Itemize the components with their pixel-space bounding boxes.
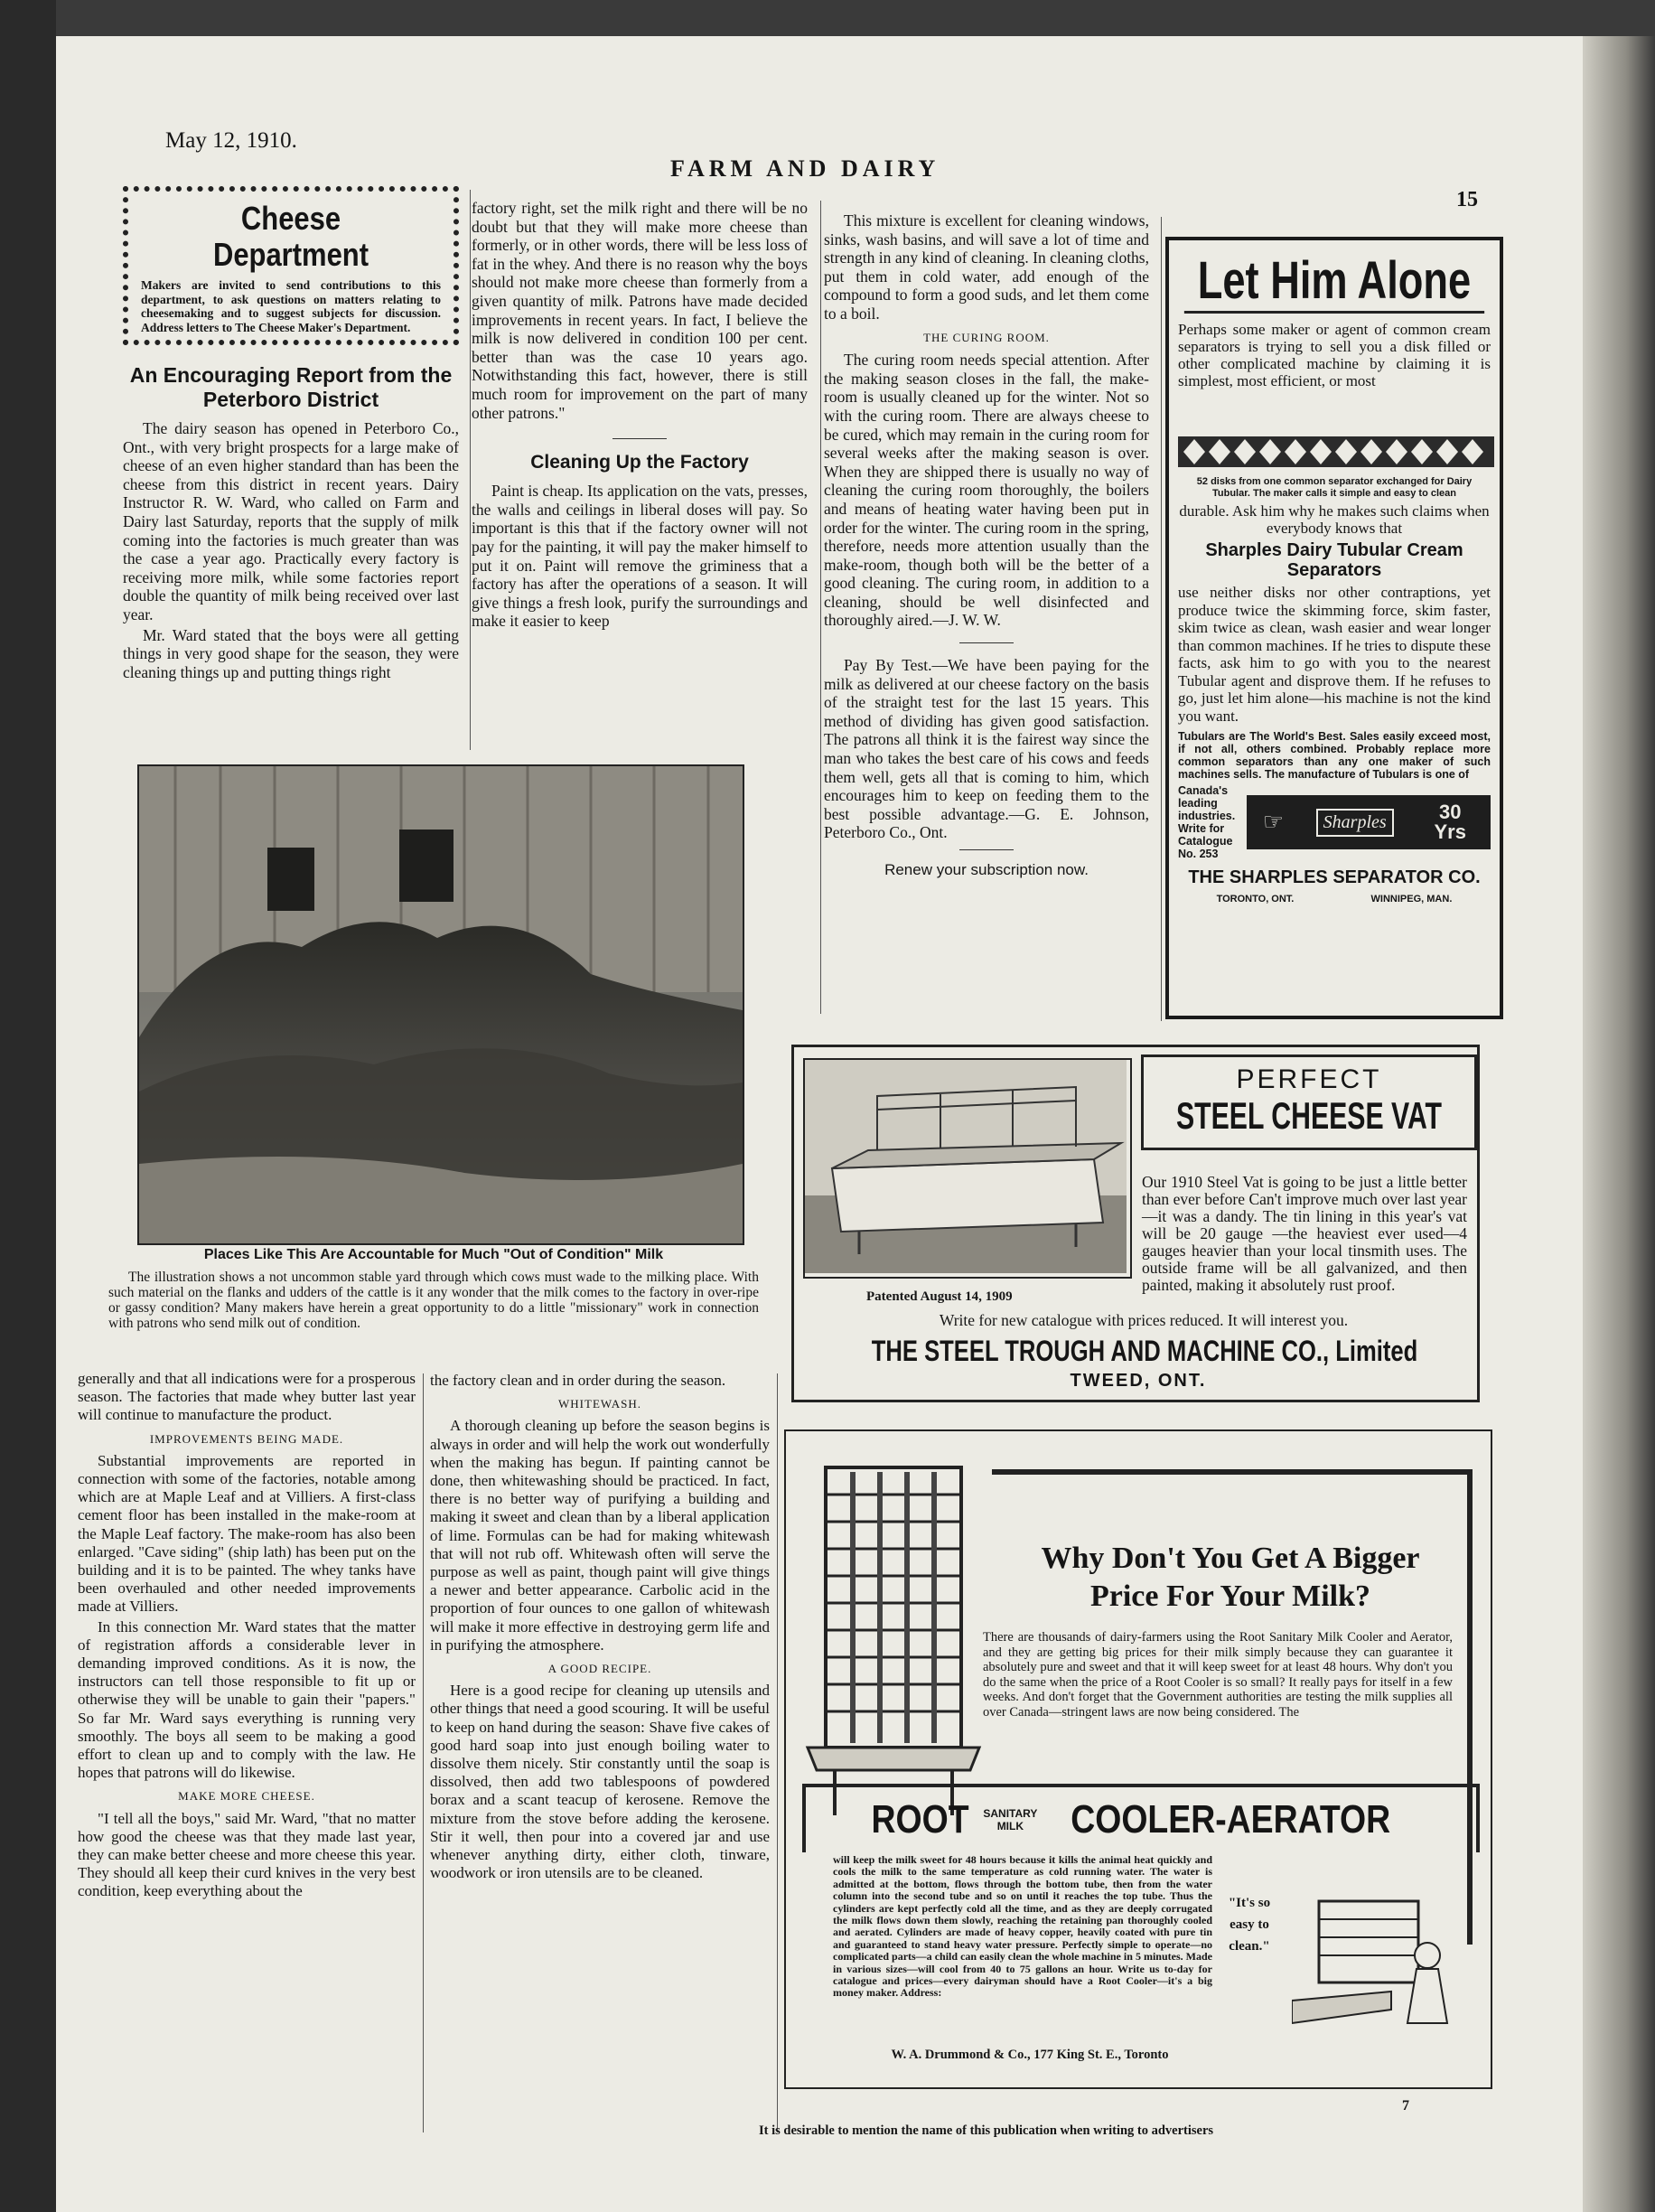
ad-quote: "It's so easy to clean.": [1228, 1896, 1271, 1954]
ad-headline: STEEL CHEESE VAT: [1175, 1094, 1443, 1137]
headline: Cleaning Up the Factory: [530, 452, 749, 473]
subhead: A GOOD RECIPE.: [547, 1662, 652, 1676]
footer-note: It is desirable to mention the name of this publication when writing to advertisers: [759, 2123, 1214, 2138]
masthead-title: FARM AND DAIRY: [670, 155, 940, 182]
ad-small-print: Tubulars are The World's Best. Sales easily exceed most, if not all, others combined. Probably replace more common separators than any one maker of such machines sells. The manufacture of Tubulars is one of: [1178, 730, 1491, 781]
article-encouraging-report: [123, 360, 459, 683]
ad-write-line: Write for new catalogue with prices reduced. It will interest you.: [939, 1311, 1349, 1329]
divider: [612, 438, 667, 439]
subhead: THE CURING ROOM.: [923, 330, 1050, 344]
brand-banner: [802, 1784, 1480, 1852]
caption-title: Places Like This Are Accountable for Much "Out of Condition" Milk: [203, 1247, 664, 1262]
issue-date: May 12, 1910.: [165, 128, 297, 153]
brand-small-word: SANITARY: [983, 1807, 1038, 1820]
paragraph: Mr. Ward stated that the boys were all getting things in very good shape for the season, they were cleaning things up and putting things right: [123, 625, 459, 681]
ad-body: Our 1910 Steel Vat is going to be just a little better than ever before Can't improve much over last year —it was a dandy. The tin lining in this year's vat will be 20 gauge —the heaviest ever used—4 gauges heavier than your local tinsmith uses. The outside frame will be all galvanized, and then painted, making it absolutely rust proof.: [1142, 1173, 1467, 1294]
cheese-vat-illustration: [805, 1060, 1127, 1273]
subhead: MAKE MORE CHEESE.: [178, 1789, 315, 1804]
ad-body: will keep the milk sweet for 48 hours because it kills the animal heat quickly and cools the milk to the same temperature as cold running water. The water is admitted at the bottom, flows through the bottom tube, then from the water column into the second tube and so on until it reaches the top tube. Thus the cylinders are kept perfectly cold all the time, and as they are deeply corrugated the milk flows down them slowly, reaching the retaining pan thoroughly cooled and aerated. Cylinders are made of heavy copper, heavily coated with pure tin and guaranteed to stand heavy water pressure. Perfectly simple to operate—no complicated parts—a child can easily clean the whole machine in 5 minutes. Made in various sizes—will cool from 40 to 75 gallons an hour. Write us to-day for catalogue and prices—every dairyman should have a Root Cooler—it's a big money maker. Address:: [833, 1853, 1212, 2000]
product-name: Sharples Dairy Tubular Cream Separators: [1205, 540, 1463, 580]
subhead: IMPROVEMENTS BEING MADE.: [149, 1431, 344, 1446]
paragraph: The curing room needs special attention. After the making season closes in the fall, the make-room is usually cleaned up for the winter. Not so with the curing room. There are always cheese to be cured, which may remain in the curing room for several weeks after the making season is over. When they are shipped there is usually no way of cleaning the curing room thoroughly, the boilers and means of heating water having been put in order for the winter. The curing room in the spring, therefore, needs more attention usually than the make-room, though both will be the better of a good cleaning. The curing room, in addition to a cleaning, should be well disinfected and thoroughly aired.—J. W. W.: [824, 351, 1149, 630]
city: TORONTO, ONT.: [1216, 894, 1295, 904]
root-cooler-advertisement: [784, 1429, 1492, 2089]
paragraph: Pay By Test.—We have been paying for the milk as delivered at our cheese factory on the basis of the straight test for the last 15 years. This method of dividing has given good satisfaction. The patrons all think it is the fairest way since the man who takes the best care of his cows and feeds them well, gets all that is coming to him, which encourages him to keep on feeding them to the best possible advantage.—G. E. Johnson, Peterboro Co., Ont.: [824, 656, 1149, 842]
cooler-illustration: [799, 1458, 997, 1820]
badge-row: [1178, 784, 1491, 860]
cheese-department-notice: Makers are invited to send contributions to this department, to ask questions on matters relating to cheesemaking and to suggest subjects for discussion. Address letters to The Cheese Maker's Department.: [141, 278, 441, 334]
paragraph: "I tell all the boys," said Mr. Ward, "that no matter how good the cheese was that they made last year, they can make better cheese and more cheese this year. They should all keep their curd knives in the very best condition, keep everything about the: [78, 1809, 416, 1900]
pointing-hand-icon: ☞: [1262, 809, 1285, 835]
paragraph: factory right, set the milk right and there will be no doubt but that they will make more cheese than formerly, or in other words, there will be less loss of fat in the whey. And there is no reason why the boys should not make more cheese than formerly from a given quantity of milk. Patrons have made decided improvements in recent years. In fact, I believe the milk is now delivered in condition 100 per cent. better than was the case 10 years ago. Notwithstanding this fact, however, there is still much room for improvement on the part of many other patrons.": [472, 199, 808, 422]
column-rule: [1161, 217, 1162, 1021]
divider: [959, 642, 1014, 643]
ad-intro: Perhaps some maker or agent of common cream separators is trying to sell you a disk filled or other complicated machine by claiming it is simplest, most efficient, or most: [1178, 321, 1491, 389]
stable-yard-photo: [137, 764, 744, 1245]
years-label: 30 Yrs: [1434, 801, 1466, 843]
girl-with-cooler-illustration: [1292, 1865, 1463, 2037]
brand-name: ROOT: [871, 1797, 969, 1842]
footer-number: 7: [1402, 2098, 1409, 2114]
column-rule: [820, 201, 821, 1014]
headline: An Encouraging Report from the Peterboro District: [129, 363, 453, 411]
photo-caption: [108, 1247, 759, 1333]
column-rule: [423, 1373, 424, 2132]
lower-column-2: [430, 1372, 770, 1884]
paragraph: Paint is cheap. Its application on the vats, presses, the walls and ceilings in liberal doses will pay. So important is this that if the factory owner will not pay for the painting, it will pay the maker himself to put it on. Paint will remove the griminess that a factory has after the operations of a season. It will give things a fresh look, purify the surroundings and make it easier to keep: [472, 482, 808, 631]
paragraph: The dairy season has opened in Peterboro Co., Ont., with very bright prospects for a large make of cheese of an even higher standard than has been the cheese from this district in recent years. Dairy Instructor R. W. Ward, who called on Farm and Dairy last Saturday, reports that the supply of milk coming into the factories is much greater than was the case a year ago. Practically every factory is receiving more milk, while some factories report double the quantity of milk being received over last year.: [123, 419, 459, 623]
patent-date: Patented August 14, 1909: [866, 1289, 1013, 1304]
cheese-department-title: Cheese Department: [212, 200, 369, 273]
sharples-logo: Sharples: [1316, 809, 1394, 837]
scan-left-margin: [0, 0, 56, 2212]
ad-headline: Why Don't You Get A Bigger Price For Your Milk?: [1041, 1542, 1420, 1613]
brand-small-word: MILK: [996, 1820, 1024, 1832]
ad-body: use neither disks nor other contraptions, yet produce twice the skimming force, skim faster, skim twice as clean, wash easier and wear longer than common machines. If he tries to dispute these facts, ask him to go with you to the nearest Tubular agent and disprove them. If he refuses to go, just let him alone—his machine is not the kind you want.: [1178, 584, 1491, 725]
sharples-advertisement: [1165, 237, 1503, 1019]
ad-kicker: PERFECT: [1236, 1064, 1382, 1094]
column-rule: [777, 1373, 778, 2132]
paragraph: Here is a good recipe for cleaning up utensils and other things that need a good scouring. It will be useful to keep on hand during the season: Shave five cakes of good hard soap into just enough boiling water to dissolve them nicely. Stir constantly until the soap is dissolved, then add two tablespoons of powdered borax and a scant teacup of kerosene. Remove the mixture from the stove before adding the kerosene. Stir it well, then pour into a covered jar and use whenever anything dirty, either cloth, tinware, woodwork or iron utensils are to be cleaned.: [430, 1682, 770, 1882]
brand-name: COOLER-AERATOR: [1071, 1797, 1391, 1842]
disk-caption: 52 disks from one common separator exchanged for Dairy Tubular. The maker calls it simple and easy to clean: [1196, 476, 1473, 499]
paragraph: A thorough cleaning up before the season begins is always in order and will help the work out wonderfully when the making has begun. If painting cannot be done, then whitewashing should be practiced. In fact, there is no better way of purifying a building and making it sweet and clean than by a liberal application of lime. Formulas can be had for making whitewash that will not rub off. Whitewash often will serve the purpose as well as paint, though paint will give things a newer and better appearance. Carbolic acid in the proportion of four ounces to one gallon of whitewash will make it more effective in destroying germ life and in purifying the atmosphere.: [430, 1417, 770, 1654]
cheese-department-box: [123, 186, 459, 345]
steel-vat-advertisement: [791, 1045, 1480, 1402]
ad-small-print: Canada's leading industries. Write for Catalogue No. 253: [1178, 784, 1236, 860]
city: WINNIPEG, MAN.: [1370, 894, 1453, 904]
article-continued: [472, 199, 808, 633]
lower-column-1: [78, 1370, 416, 1903]
company-locations: [1178, 894, 1491, 904]
paragraph: In this connection Mr. Ward states that the matter of registration affords a considerable lever in demanding improved conditions. As it is now, the instructors can tell those responsible to fit up or otherwise they will be unable to gain their "papers." So far Mr. Ward says everything is running very smoothly. The boys all seem to be making a good effort to clean up and to comply with the law. He hopes that patrons will do likewise.: [78, 1617, 416, 1782]
brand-small-stack: [983, 1807, 1037, 1832]
ad-intro: There are thousands of dairy-farmers using the Root Sanitary Milk Cooler and Aerator, and they are getting big prices for their milk simply because they can guarantee it absolutely pure and sweet and that it will keep sweet for at least 48 hours. Why don't you do the same when the price of a Root Cooler is so small? It really pays for itself in a few weeks. And don't forget that the Government authorities are testing the milk supplies all over Canada—stringent laws are now being considered. The: [983, 1630, 1453, 1720]
ad-address: W. A. Drummond & Co., 177 King St. E., Toronto: [891, 2048, 1169, 2062]
divider: [959, 849, 1014, 850]
manure-pile-photo: [139, 766, 743, 1243]
caption-text: The illustration shows a not uncommon stable yard through which cows must wade to the milking place. With such material on the flanks and udders of the cattle is it any wonder that the milk comes to the factory in over-ripe or gassy condition? Many makers have herein a great opportunity to do a little "missionary" work in connection with patrons who send milk out of condition.: [108, 1270, 759, 1331]
paragraph: Substantial improvements are reported in connection with some of the factories, notable among which are at Maple Leaf and at Villiers. A first-class cement floor has been installed in the make-room at the Maple Leaf factory. The make-room has also been enlarged. "Cave siding" (ship lath) has been put on the building and it is to be painted. The whey tanks have been overhauled and other needed improvements made at Villiers.: [78, 1451, 416, 1616]
article-cleaning-continued: [824, 211, 1149, 880]
vat-headline-box: [1141, 1054, 1477, 1150]
city: TWEED, ONT.: [1070, 1371, 1207, 1391]
subhead: WHITEWASH.: [558, 1397, 641, 1411]
company-name: THE SHARPLES SEPARATOR CO.: [1188, 867, 1481, 887]
ad-headline: Let Him Alone: [1184, 251, 1484, 314]
separator-disks-illustration: [1178, 429, 1494, 473]
company-name: THE STEEL TROUGH AND MACHINE CO., Limited: [871, 1335, 1418, 1367]
book-edge: [1583, 36, 1655, 2212]
paragraph: generally and that all indications were for a prosperous season. The factories that made whey butter last year will continue to manufacture the product.: [78, 1370, 416, 1424]
paragraph: This mixture is excellent for cleaning windows, sinks, wash basins, and will save a lot of time and strength in any kind of cleaning. In cleaning cloths, put them in cold water, add enough of the compound to form a good suds, and let them come to a boil.: [824, 211, 1149, 323]
column-rule: [470, 190, 471, 750]
ad-body: durable. Ask him why he makes such claims when everybody knows that: [1179, 502, 1490, 537]
renew-notice: Renew your subscription now.: [884, 861, 1089, 878]
thirty-years-badge: [1247, 795, 1491, 849]
vat-image-frame: [803, 1058, 1132, 1279]
paragraph: the factory clean and in order during the season.: [430, 1372, 726, 1389]
page-number: 15: [1456, 188, 1478, 211]
